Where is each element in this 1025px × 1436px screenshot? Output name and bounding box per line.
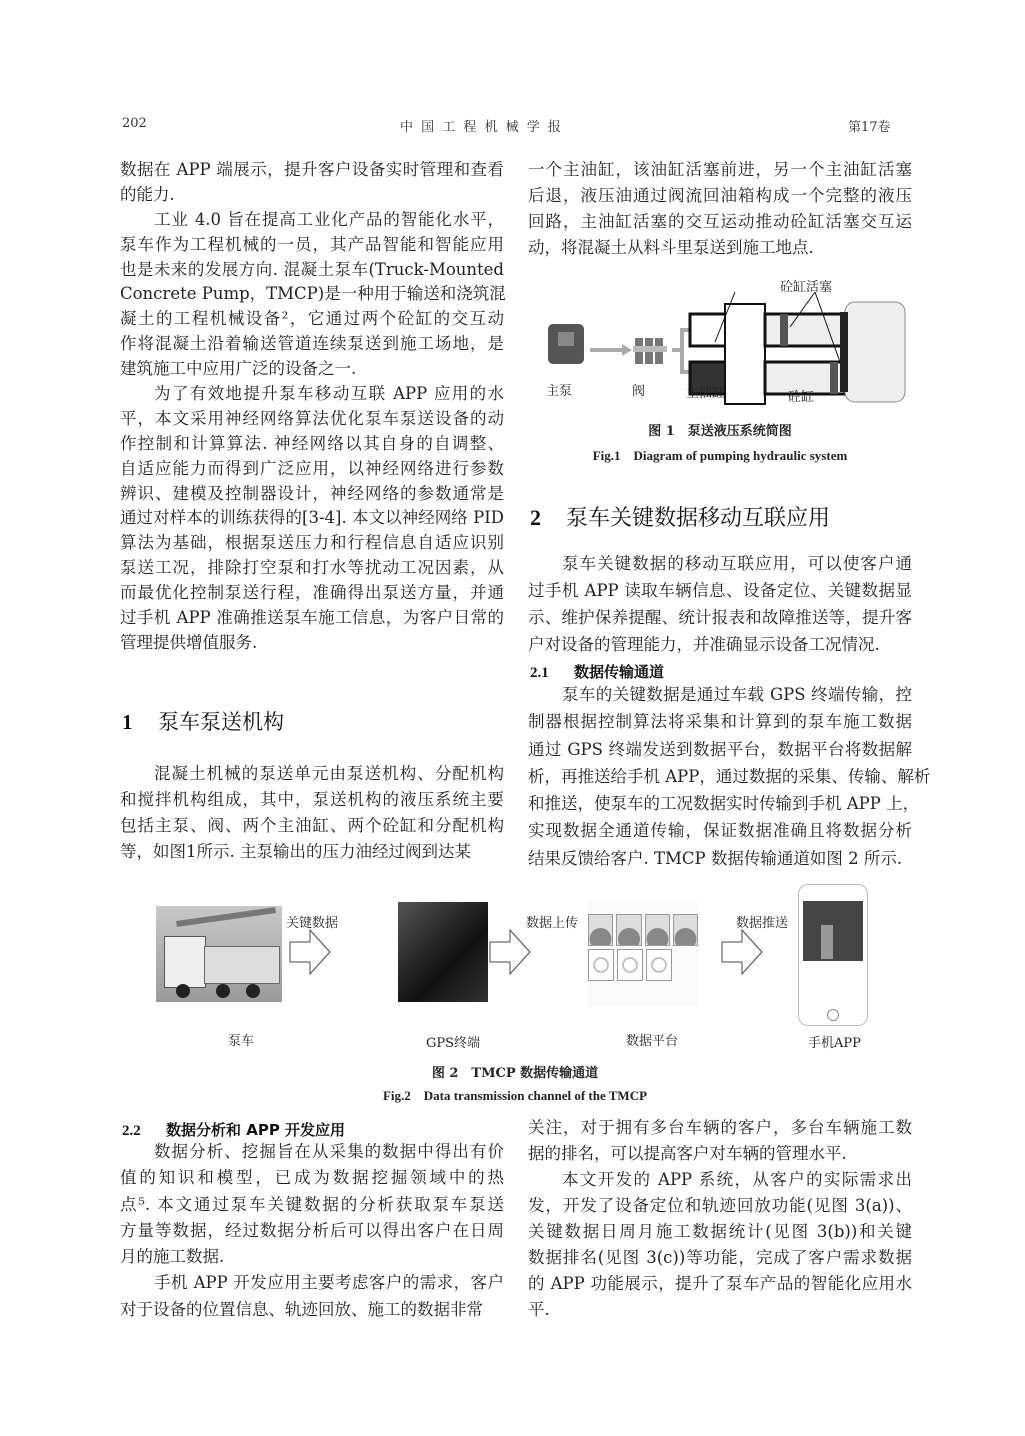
paragraph-line: 制器根据控制算法将采集和计算到的泵车施工数据 bbox=[528, 712, 912, 732]
paragraph-line: 算法为基础，根据泵送压力和行程信息自适应识别 bbox=[120, 533, 504, 553]
paragraph-line: 户对设备的管理能力，并准确显示设备工况情况. bbox=[528, 635, 880, 654]
section-heading-2-1 bbox=[530, 661, 664, 682]
paragraph-line: 对于设备的位置信息、轨迹回放、施工的数据非常 bbox=[120, 1299, 483, 1319]
paragraph-line: 通过对样本的训练获得的[3-4]. 本文以神经网络 PID bbox=[120, 508, 504, 528]
label-data-platform: 数据平台 bbox=[626, 1034, 679, 1049]
text-block bbox=[528, 681, 931, 872]
arrow-label-upload: 数据上传 bbox=[526, 916, 579, 931]
valve-shape bbox=[633, 338, 667, 364]
paragraph-line: 辨识、建模及控制器设计，神经网络的参数通常是 bbox=[120, 483, 504, 503]
section-title: 泵车关键数据移动互联应用 bbox=[566, 506, 831, 531]
section-number: 2.2 bbox=[122, 1123, 141, 1139]
paragraph-line: 混凝土机械的泵送单元由泵送机构、分配机构 bbox=[154, 764, 504, 783]
figure-1-caption-en: Fig.1 Diagram of pumping hydraulic system bbox=[592, 448, 848, 463]
paragraph-line: 也是未来的发展方向. 混凝土泵车(Truck-Mounted bbox=[120, 259, 504, 279]
paragraph-line: 作将混凝土沿着输送管道连续泵送到施工场地，是 bbox=[120, 334, 504, 354]
figure-2-caption-en: Fig.2 Data transmission channel of the TMCP bbox=[382, 1088, 648, 1103]
arrow-label-key-data: 关键数据 bbox=[286, 916, 339, 931]
flow-arrows bbox=[150, 880, 880, 1050]
section-heading-2-2 bbox=[122, 1119, 345, 1140]
paragraph-line: 等，如图1所示. 主泵输出的压力油经过阀到达某 bbox=[120, 842, 471, 861]
right-arrow-icon bbox=[722, 930, 762, 974]
paragraph-line: 过手机 APP 读取车辆信息、设备定位、关键数据显 bbox=[528, 581, 912, 600]
paragraph-line: 泵车关键数据的移动互联应用，可以使客户通 bbox=[562, 554, 912, 573]
label-gps-terminal: GPS终端 bbox=[426, 1036, 481, 1051]
paragraph-line: 月的施工数据. bbox=[120, 1247, 225, 1267]
text-block bbox=[120, 158, 504, 656]
paragraph-line: 手机 APP 开发应用主要考虑客户的需求，客户 bbox=[154, 1273, 504, 1293]
paragraph-line: 示、维护保养提醒、统计报表和故障推送等，提升客 bbox=[528, 608, 912, 627]
volume-label: 第17卷 bbox=[848, 120, 891, 135]
paragraph-line: Concrete Pump，TMCP)是一种用于输送和浇筑混 bbox=[120, 284, 506, 304]
paragraph-line: 数据在 APP 端展示，提升客户设备实时管理和查看 bbox=[120, 160, 504, 179]
text-block bbox=[528, 157, 912, 261]
paragraph-line: 而最优化控制泵送行程，准确得出泵送方量，并通 bbox=[120, 583, 504, 603]
paragraph-line: 通过 GPS 终端发送到数据平台，数据平台将数据解 bbox=[528, 739, 912, 759]
right-arrow-icon bbox=[490, 930, 530, 974]
paragraph-line: 泵车的关键数据是通过车载 GPS 终端传输，控 bbox=[562, 685, 912, 704]
journal-title: 中 国 工 程 机 械 学 报 bbox=[400, 120, 563, 135]
paragraph-line: 数据排名(见图 3(c))等功能，完成了客户需求数据 bbox=[528, 1248, 912, 1267]
section-number: 2 bbox=[530, 505, 541, 530]
section-title: 数据分析和 APP 开发应用 bbox=[166, 1121, 346, 1139]
right-arrow-icon bbox=[290, 930, 330, 974]
paragraph-line: 结果反馈给客户. TMCP 数据传输通道如图 2 所示. bbox=[528, 848, 903, 868]
figure-2-caption-cn: 图 2 TMCP 数据传输通道 bbox=[431, 1066, 599, 1081]
paragraph-line: 实现数据全通道传输，保证数据准确且将数据分析 bbox=[528, 821, 912, 841]
section-heading-1 bbox=[122, 706, 284, 736]
paragraph-line: 凝土的工程机械设备²，它通过两个砼缸的交互动 bbox=[120, 309, 504, 329]
text-block bbox=[120, 761, 504, 865]
paragraph-line: 和推送，使泵车的工况数据实时传输到手机 APP 上， bbox=[528, 794, 920, 814]
paragraph-line: 作控制和计算算法. 神经网络以其自身的自调整、 bbox=[120, 433, 504, 453]
paragraph-line: 方量等数据，经过数据分析后可以得出客户在日周 bbox=[120, 1220, 504, 1240]
section-number: 1 bbox=[122, 710, 133, 734]
paragraph-line: 自适应能力而得到广泛应用，以神经网络进行参数 bbox=[120, 458, 504, 478]
label-pump-truck: 泵车 bbox=[228, 1034, 255, 1049]
text-block bbox=[528, 1115, 912, 1323]
paragraph-line: 关注，对于拥有多台车辆的客户，多台车辆施工数 bbox=[528, 1118, 912, 1137]
paragraph-line: 后退，液压油通过阀流回油箱构成一个完整的液压 bbox=[528, 186, 912, 205]
paragraph-line: 的 APP 功能展示，提升了泵车产品的智能化应用水 bbox=[528, 1274, 912, 1293]
section-heading-2 bbox=[530, 501, 830, 532]
paragraph-line: 发，开发了设备定位和轨迹回放功能(见图 3(a))、 bbox=[528, 1196, 912, 1215]
paragraph-line: 和搅拌机构组成，其中，泵送机构的液压系统主要 bbox=[120, 790, 504, 809]
hopper-shape bbox=[845, 302, 905, 402]
figure-1-caption-cn: 图 1 泵送液压系统简图 bbox=[648, 424, 792, 439]
label-concrete-cylinder: 砼缸 bbox=[788, 390, 815, 405]
paragraph-line: 动，将混凝土从料斗里泵送到施工地点. bbox=[528, 238, 814, 257]
label-main-cylinder: 主油缸 bbox=[686, 386, 726, 401]
paragraph-line: 的能力. bbox=[120, 184, 175, 204]
paragraph-line: 工业 4.0 旨在提高工业化产品的智能化水平， bbox=[154, 209, 504, 229]
section-number: 2.1 bbox=[530, 665, 549, 681]
label-valve: 阀 bbox=[632, 384, 646, 399]
paragraph-line: 过手机 APP 准确推送泵车施工信息，为客户日常的 bbox=[120, 608, 504, 628]
arrow-icon bbox=[622, 344, 632, 356]
paragraph-line: 一个主油缸，该油缸活塞前进，另一个主油缸活塞 bbox=[528, 160, 912, 179]
text-block bbox=[120, 1139, 504, 1323]
page-number: 202 bbox=[122, 116, 147, 131]
paragraph-line: 析，再推送给手机 APP，通过数据的采集、传输、解析 bbox=[528, 766, 931, 786]
paragraph-line: 本文开发的 APP 系统，从客户的实际需求出 bbox=[562, 1170, 912, 1189]
paragraph-line: 管理提供增值服务. bbox=[120, 632, 258, 652]
paragraph-line: 为了有效地提升泵车移动互联 APP 应用的水 bbox=[154, 384, 504, 404]
arrow-label-push: 数据推送 bbox=[736, 916, 789, 931]
paragraph-line: 点⁵. 本文通过泵车关键数据的分析获取泵车泵送 bbox=[120, 1194, 504, 1214]
paragraph-line: 据的排名，可以提高客户对车辆的管理水平. bbox=[528, 1144, 847, 1163]
paragraph-line: 回路，主油缸活塞的交互运动推动砼缸活塞交互运 bbox=[528, 212, 912, 231]
text-block bbox=[528, 550, 912, 658]
paragraph-line: 包括主泵、阀、两个主油缸、两个砼缸和分配机构 bbox=[120, 816, 504, 835]
label-concrete-piston: 砼缸活塞 bbox=[780, 280, 833, 295]
paragraph-line: 泵车作为工程机械的一员，其产品智能和智能应用 bbox=[120, 234, 504, 254]
paragraph-line: 值的知识和模型，已成为数据挖掘领域中的热 bbox=[120, 1168, 504, 1188]
paragraph-line: 数据分析、挖掘旨在从采集的数据中得出有价 bbox=[154, 1142, 504, 1161]
paragraph-line: 平，本文采用神经网络算法优化泵车泵送设备的动 bbox=[120, 408, 504, 428]
paragraph-line: 建筑施工中应用广泛的设备之一. bbox=[120, 359, 357, 379]
paragraph-line: 关键数据日周月施工数据统计(见图 3(b))和关键 bbox=[528, 1222, 912, 1241]
section-title: 数据传输通道 bbox=[574, 663, 665, 681]
label-mobile-app: 手机APP bbox=[808, 1036, 861, 1051]
section-title: 泵车泵送机构 bbox=[158, 710, 284, 734]
paragraph-line: 泵送工况，排除打空泵和打水等扰动工况因素，从 bbox=[120, 558, 504, 578]
label-main-pump: 主泵 bbox=[546, 384, 573, 399]
figure-2-diagram bbox=[150, 880, 880, 1050]
paragraph-line: 平. bbox=[528, 1300, 550, 1319]
figure-1-diagram bbox=[540, 272, 910, 412]
